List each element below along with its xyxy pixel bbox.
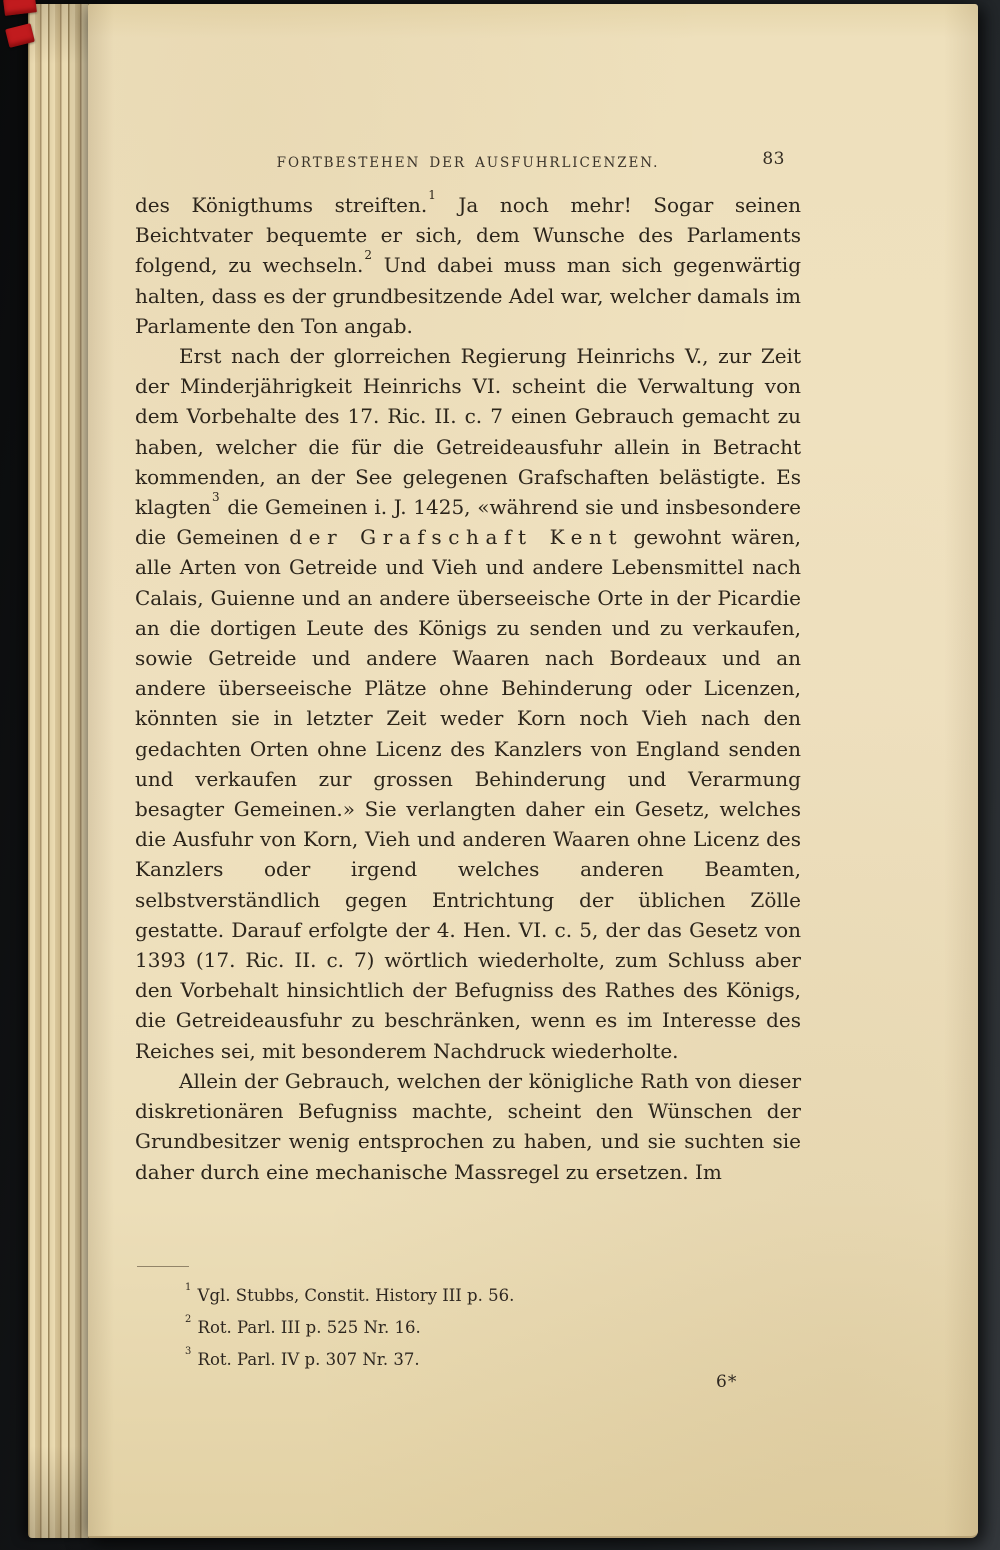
footnote: $^1$ Vgl. Stubbs, Constit. History III p. 56. xyxy=(185,1282,515,1305)
footnote: $^2$ Rot. Parl. III p. 525 Nr. 16. xyxy=(185,1314,421,1337)
book-page-edges xyxy=(28,4,92,1538)
letterspaced-text: der Grafschaft Kent xyxy=(289,525,624,550)
footnote-ref: 1 xyxy=(428,187,436,202)
body-text xyxy=(135,187,802,1187)
paragraph: Allein der Gebrauch, welchen der königliche Rath von dieser diskretionären Befugniss machte, scheint den Wünschen der Grundbesitzer wenig entsprochen zu haben, und sie suchten sie daher durch eine mechanische Massregel zu ersetzen. Im xyxy=(135,1068,801,1184)
footnote-ref: 2 xyxy=(364,248,372,263)
footnote-ref: 3 xyxy=(212,489,220,504)
paragraph: Erst nach der glorreichen Regierung Heinrichs V., zur Zeit der Minderjährigkeit Heinrichs VI. scheint die Verwaltung von dem Vorbehalte des 17. Ric. II. c. 7 einen Gebrauch gemacht zu haben, welcher die für die Getreideausfuhr allein in Betracht kommenden, an der See gelegenen Grafschaften belästigte. Es klagten$^3$ die Gemeinen i. J. 1425, «während sie und insbesondere die Gemeinen der Grafschaft Kent gewohnt wären, alle Arten von Getreide und Vieh und andere Lebensmittel nach Calais, Guienne und an andere überseeische Orte in der Picardie an die dortigen Leute des Königs zu senden und zu verkaufen, sowie Getreide und andere Waaren nach Bordeaux und an andere überseeische Plätze ohne Behinderung oder Licenzen, könnten sie in letzter Zeit weder Korn noch Vieh nach den gedachten Orten ohne Licenz des Kanzlers von England senden und verkaufen zur grossen Behinderung und Verarmung besagter Gemeinen.» Sie verlangten daher ein Gesetz, welches die Ausfuhr von Korn, Vieh und anderen Waaren ohne Licenz des Kanzlers oder irgend welches anderen Beamten, selbstverständlich gegen Entrichtung der üblichen Zölle gestatte. Darauf erfolgte der 4. Hen. VI. c. 5, der das Gesetz von 1393 (17. Ric. II. c. 7) wörtlich wiederholte, zum Schluss aber den Vorbehalt hinsichtlich der Befugniss des Rathes des Königs, die Getreideausfuhr zu beschränken, wenn es im Interesse des Reiches sei, mit besonderem Nachdruck wiederholte. xyxy=(135,344,802,1063)
footnote-marker: 3 xyxy=(185,1346,192,1358)
footnote-separator xyxy=(137,1266,189,1267)
running-header xyxy=(135,149,801,178)
footnote-marker: 1 xyxy=(185,1282,192,1294)
footnotes xyxy=(184,1280,804,1376)
book-page xyxy=(88,4,978,1538)
running-header-title: FORTBESTEHEN DER AUSFUHRLICENZEN. xyxy=(276,155,660,171)
paragraph: des Königthums streiften.$^1$ Ja noch mehr! Sogar seinen Beichtvater bequemte er sich, dem Wunsche des Parlaments folgend, zu wechseln.$^2$ Und dabei muss man sich gegenwärtig halten, dass es der grundbesitzende Adel war, welcher damals im Parlamente den Ton angab. xyxy=(135,187,802,338)
signature-mark: 6* xyxy=(716,1372,738,1392)
page-number: 83 xyxy=(762,149,785,169)
footnote-marker: 2 xyxy=(185,1314,192,1326)
footnote: $^3$ Rot. Parl. IV p. 307 Nr. 37. xyxy=(185,1346,420,1369)
